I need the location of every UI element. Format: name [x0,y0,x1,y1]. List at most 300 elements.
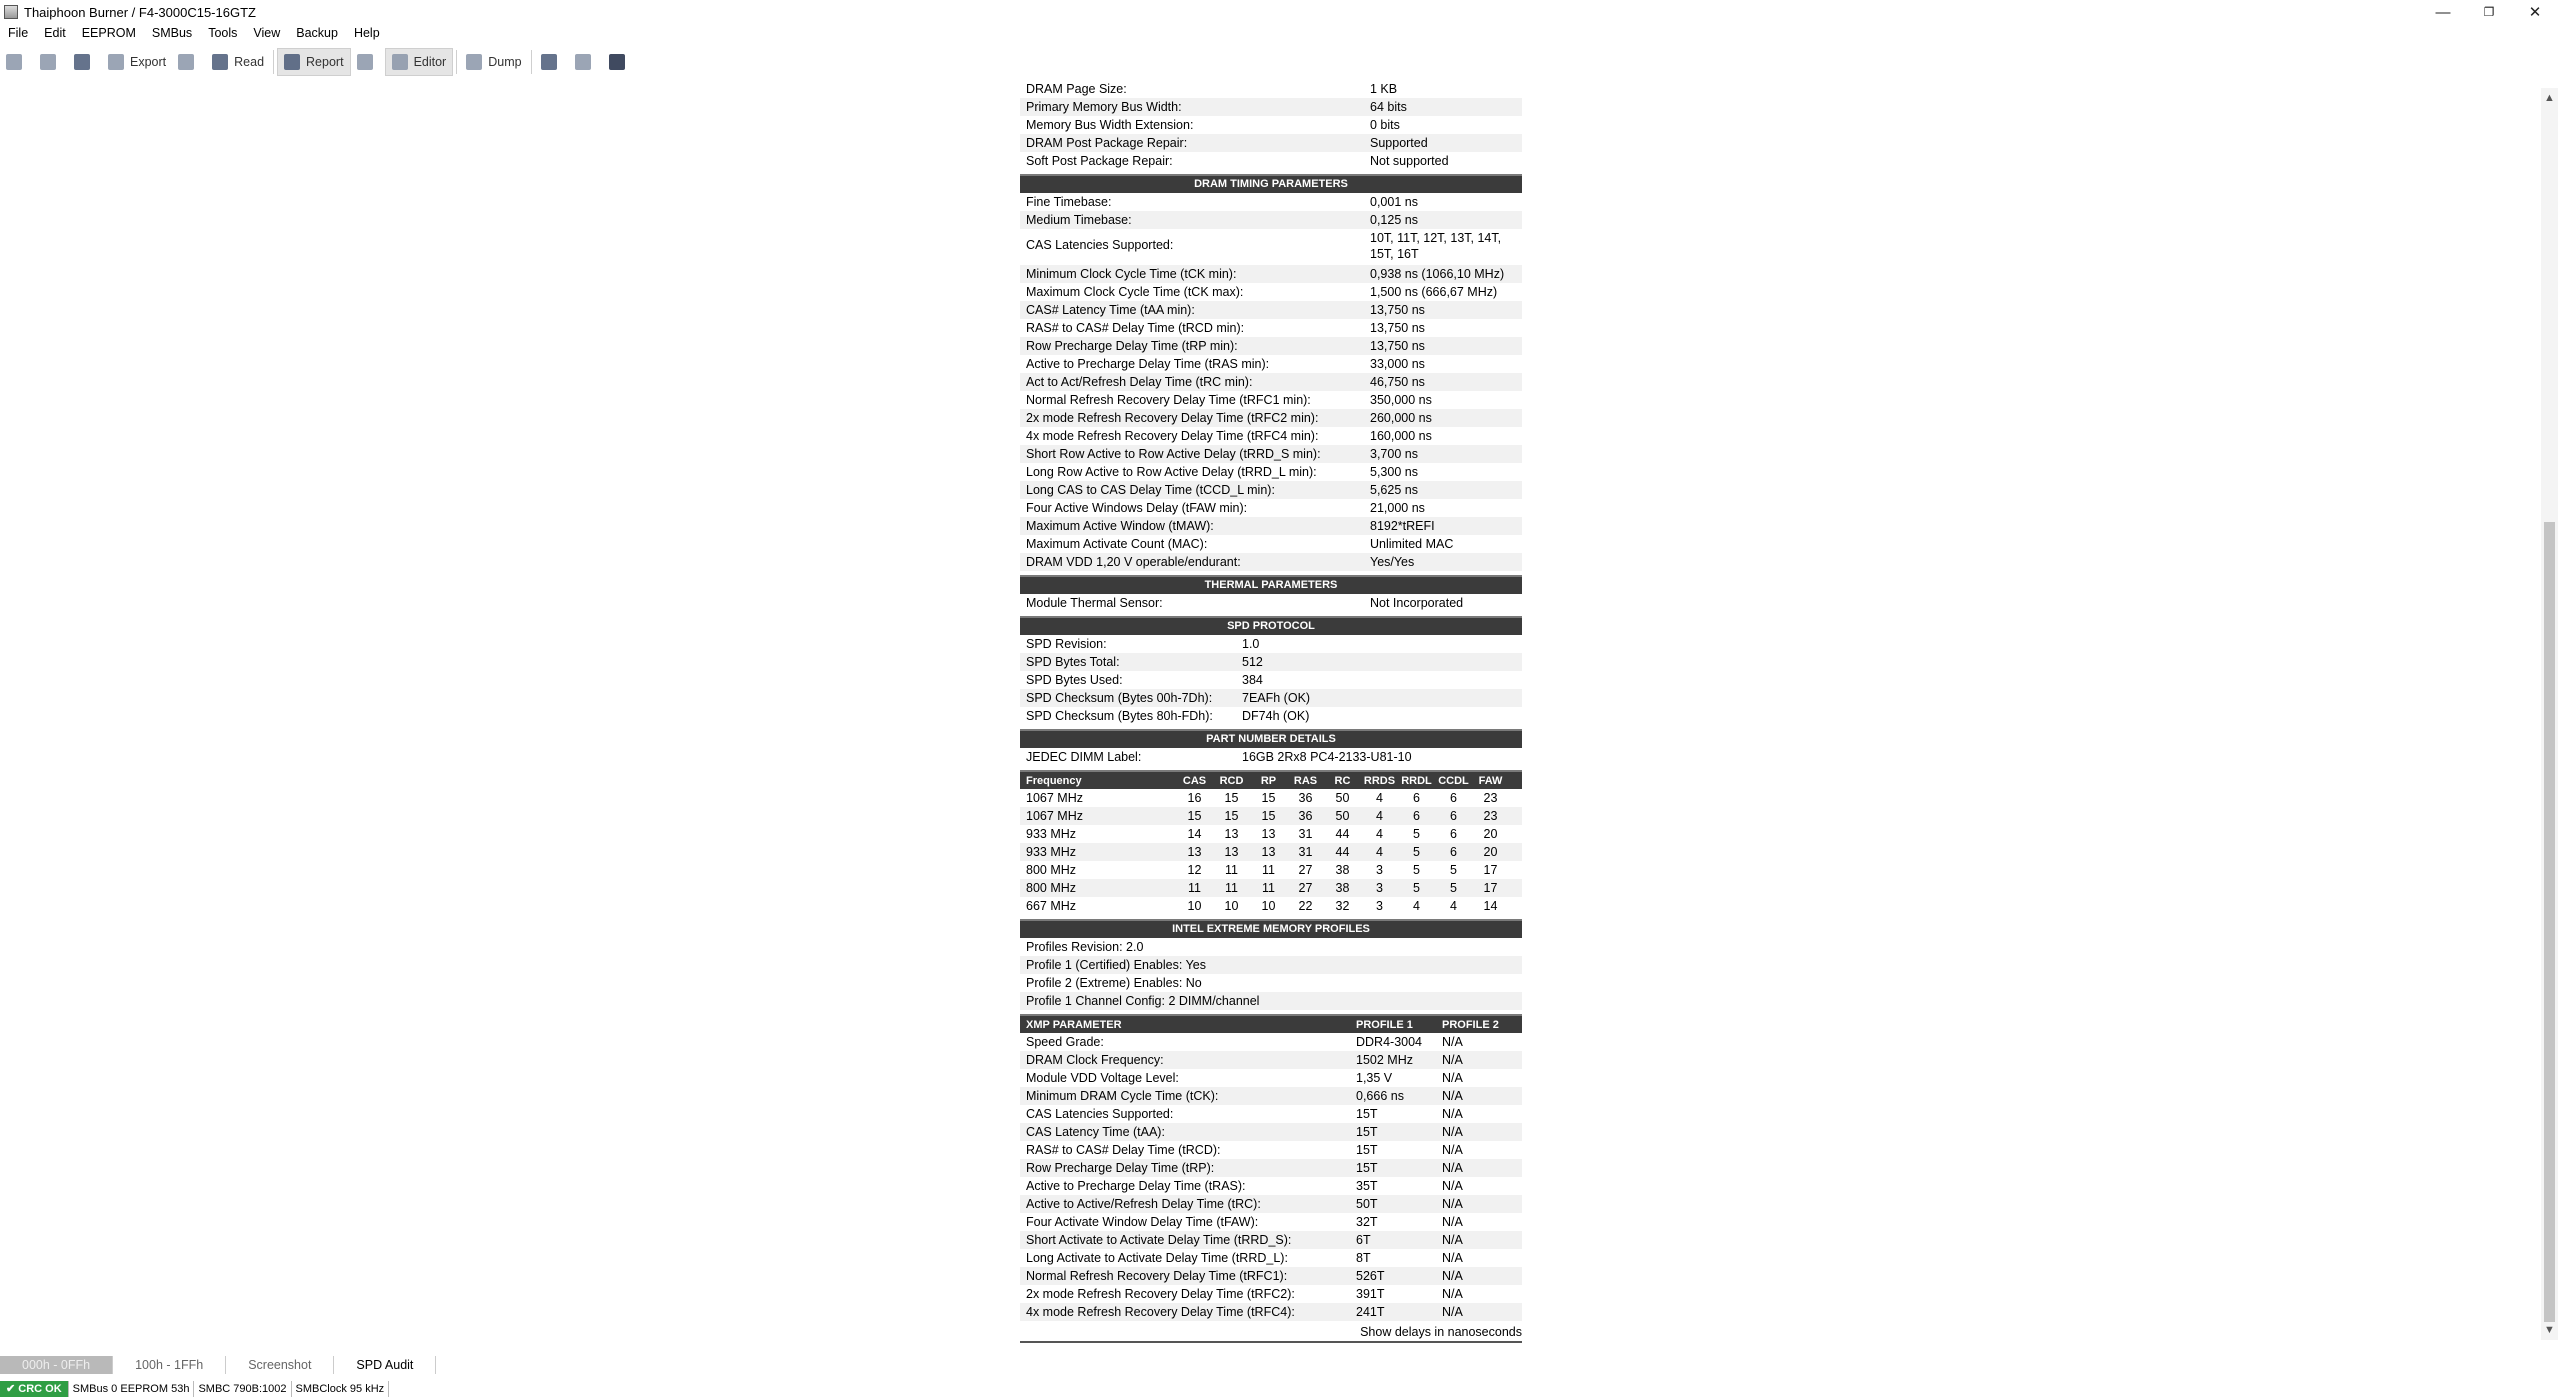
table-cell: 35T [1356,1179,1378,1193]
table-cell: 32 [1335,899,1350,913]
table-cell: 6 [1450,809,1457,823]
table-cell: 27 [1298,863,1313,877]
parameter-label: 4x mode Refresh Recovery Delay Time (tRFC4 min): [1026,429,1319,443]
export-icon [108,54,124,70]
table-cell: Active to Active/Refresh Delay Time (tRC): [1026,1197,1261,1211]
table-cell: 38 [1335,863,1350,877]
chip-button[interactable] [603,49,637,75]
xmp-profile-info [1020,938,1522,1010]
xmp-info-line: Profile 2 (Extreme) Enables: No [1026,976,1202,990]
parameter-row [1020,499,1522,517]
parameter-row [1020,355,1522,373]
frequency-table [1020,789,1522,915]
read-icon [212,54,228,70]
maximize-button[interactable]: ❐ [2483,5,2495,19]
column-header: CAS [1182,774,1207,787]
table-cell: N/A [1442,1125,1463,1139]
parameter-value: 384 [1242,673,1263,687]
table-cell: N/A [1442,1053,1463,1067]
parameter-value: 0,001 ns [1370,195,1418,209]
parameter-value: Yes/Yes [1370,555,1415,569]
parameter-value: 64 bits [1370,100,1407,114]
table-cell: 6T [1356,1233,1371,1247]
parameter-row [1020,193,1522,211]
table-cell: 15T [1356,1161,1378,1175]
parameter-label: Active to Precharge Delay Time (tRAS min): [1026,357,1270,371]
xmp-section-header: INTEL EXTREME MEMORY PROFILES [1020,919,1522,938]
table-cell: N/A [1442,1233,1463,1247]
parameter-row [1020,80,1522,98]
parameter-label: Memory Bus Width Extension: [1026,118,1194,132]
table-cell: CAS Latency Time (tAA): [1026,1125,1165,1139]
parameter-row [1020,671,1522,689]
parameter-label: DRAM Post Package Repair: [1026,136,1188,150]
menu-eeprom[interactable]: EEPROM [81,26,136,40]
table-cell: Row Precharge Delay Time (tRP): [1026,1161,1215,1175]
open-button[interactable] [34,49,68,75]
table-cell: Long Activate to Activate Delay Time (tRRD_L): [1026,1251,1288,1265]
table-cell: 933 MHz [1026,845,1077,859]
column-header: PROFILE 2 [1442,1018,1499,1031]
table-cell: 4 [1450,899,1457,913]
table-cell: 44 [1335,827,1350,841]
table-cell: N/A [1442,1251,1463,1265]
table-row [1020,1051,1522,1069]
table-cell: 4 [1376,809,1383,823]
parameter-label: SPD Bytes Total: [1026,655,1120,669]
parameter-value: 0,125 ns [1370,213,1418,227]
table-cell: 14 [1483,899,1498,913]
lock-button[interactable] [172,49,206,75]
table-cell: 13 [1224,827,1239,841]
table-cell: Minimum DRAM Cycle Time (tCK): [1026,1089,1219,1103]
parameter-value: 13,750 ns [1370,303,1425,317]
table-cell: 800 MHz [1026,863,1077,877]
table-cell: 6 [1450,791,1457,805]
parameter-value: 13,750 ns [1370,321,1425,335]
table-cell: N/A [1442,1089,1463,1103]
parameter-label: DRAM VDD 1,20 V operable/endurant: [1026,555,1241,569]
table-cell: 44 [1335,845,1350,859]
xmp-table [1020,1033,1522,1321]
thermal-parameters [1020,594,1522,612]
table-cell: N/A [1442,1143,1463,1157]
parameter-row [1020,535,1522,553]
parameter-row [1020,134,1522,152]
table-row [1020,1213,1522,1231]
table-row [1020,1141,1522,1159]
toolbar-separator [273,50,274,74]
table-cell: 3 [1376,899,1383,913]
table-cell: 11 [1262,881,1275,895]
table-cell: Short Activate to Activate Delay Time (tRRD_S): [1026,1233,1292,1247]
table-cell: 23 [1483,809,1498,823]
spd-protocol [1020,635,1522,725]
table-cell: N/A [1442,1287,1463,1301]
parameter-row [1020,98,1522,116]
parameter-value: 3,700 ns [1370,447,1418,461]
parameter-label: CAS Latencies Supported: [1026,238,1174,252]
part-section-header: PART NUMBER DETAILS [1020,729,1522,748]
parameter-label: Minimum Clock Cycle Time (tCK min): [1026,267,1237,281]
table-cell: N/A [1442,1179,1463,1193]
table-cell: RAS# to CAS# Delay Time (tRCD): [1026,1143,1221,1157]
parameter-label: Short Row Active to Row Active Delay (tRRD_S min): [1026,447,1321,461]
table-cell: N/A [1442,1107,1463,1121]
parameter-label: RAS# to CAS# Delay Time (tRCD min): [1026,321,1245,335]
table-row [1020,843,1522,861]
view-tabs [0,1356,436,1374]
table-cell: 15T [1356,1125,1378,1139]
table-cell: 5 [1413,827,1420,841]
table-cell: 15T [1356,1143,1378,1157]
menu-backup[interactable]: Backup [296,26,338,40]
column-header: RP [1260,774,1277,787]
report-icon [284,54,300,70]
parameter-row [1020,409,1522,427]
spd-report [1020,80,1522,1343]
table-row [1020,879,1522,897]
parameter-label: Primary Memory Bus Width: [1026,100,1182,114]
parameter-value: 16GB 2Rx8 PC4-2133-U81-10 [1242,750,1412,764]
wrench-button[interactable] [351,49,385,75]
table-cell: 241T [1356,1305,1385,1319]
table-cell: 38 [1335,881,1350,895]
table-cell: 13 [1261,845,1276,859]
parameter-value: Not supported [1370,154,1449,168]
save-button[interactable] [68,49,102,75]
parameter-value: 13,750 ns [1370,339,1425,353]
link-button[interactable] [0,49,34,75]
table-row [1020,1195,1522,1213]
parameter-value: 260,000 ns [1370,411,1432,425]
table-row [1020,807,1522,825]
part-number-details [1020,748,1522,766]
table-cell: 10 [1224,899,1239,913]
status-bar [0,1380,389,1398]
parameter-row [1020,445,1522,463]
tab-spd-audit[interactable]: SPD Audit [334,1356,436,1374]
save-icon [74,54,90,70]
table-cell: 5 [1413,863,1420,877]
chip-icon [609,54,625,70]
column-header: Frequency [1026,774,1082,787]
table-row [1020,1231,1522,1249]
parameter-value: Not Incorporated [1370,596,1464,610]
menu-edit[interactable]: Edit [44,26,66,40]
parameter-row [1020,301,1522,319]
table-cell: 31 [1298,845,1313,859]
table-cell: 933 MHz [1026,827,1077,841]
table-cell: 3 [1376,863,1383,877]
table-cell: 15 [1261,791,1276,805]
scroll-down-icon[interactable]: ▼ [2544,1324,2555,1336]
folder-icon [40,54,56,70]
minimize-button[interactable]: — [2435,3,2451,21]
table-cell: 50 [1335,809,1350,823]
parameter-value: 512 [1242,655,1263,669]
parameter-label: Act to Act/Refresh Delay Time (tRC min): [1026,375,1253,389]
parameter-row [1020,373,1522,391]
parameter-row [1020,517,1522,535]
table-cell: 2x mode Refresh Recovery Delay Time (tRFC2): [1026,1287,1295,1301]
camera-icon [541,54,557,70]
read-button[interactable] [206,49,270,75]
table-cell: 15T [1356,1107,1378,1121]
window-title: Thaiphoon Burner / F4-3000C15-16GTZ [24,4,256,20]
table-cell: N/A [1442,1035,1463,1049]
parameter-label: JEDEC DIMM Label: [1026,750,1142,764]
parameter-label: Maximum Clock Cycle Time (tCK max): [1026,285,1244,299]
export-label: Export [130,55,167,69]
show-delays-link[interactable]: Show delays in nanoseconds [1020,1323,1522,1343]
xmp-info-line: Profile 1 (Certified) Enables: Yes [1020,956,1522,974]
table-cell: 4x mode Refresh Recovery Delay Time (tRFC4): [1026,1305,1295,1319]
parameter-value: 1 KB [1370,82,1398,96]
table-cell: N/A [1442,1071,1463,1085]
table-cell: 800 MHz [1026,881,1077,895]
parameter-value: 0,938 ns (1066,10 MHz) [1370,267,1505,281]
menu-bar [0,24,388,42]
column-header: RC [1334,774,1351,787]
column-header: RCD [1219,774,1244,787]
parameter-row [1020,748,1522,766]
parameter-value: 7EAFh (OK) [1242,691,1311,705]
table-cell: Module VDD Voltage Level: [1026,1071,1179,1085]
menu-tools[interactable]: Tools [208,26,238,40]
parameter-row [1020,707,1522,725]
table-cell: 8T [1356,1251,1371,1265]
table-cell: 20 [1483,827,1498,841]
parameter-label: SPD Checksum (Bytes 00h-7Dh): [1026,691,1213,705]
parameter-value: 10T, 11T, 12T, 13T, 14T, 15T, 16T [1370,231,1502,261]
parameter-label: 2x mode Refresh Recovery Delay Time (tRFC2 min): [1026,411,1319,425]
tab-000h-0ffh[interactable]: 000h - 0FFh [0,1356,113,1374]
table-cell: 5 [1450,863,1457,877]
table-cell: 13 [1224,845,1239,859]
xmp-info-line: Profiles Revision: 2.0 [1026,940,1144,954]
report-button[interactable] [277,48,351,76]
table-cell: N/A [1442,1161,1463,1175]
table-cell: 1,35 V [1356,1071,1393,1085]
table-cell: 6 [1413,809,1420,823]
table-cell: N/A [1442,1305,1463,1319]
table-cell: 1067 MHz [1026,791,1083,805]
table-row [1020,1087,1522,1105]
parameter-value: 21,000 ns [1370,501,1425,515]
table-cell: 10 [1187,899,1202,913]
table-cell: 0,666 ns [1356,1089,1404,1103]
table-cell: Normal Refresh Recovery Delay Time (tRFC1): [1026,1269,1288,1283]
table-cell: CAS Latencies Supported: [1026,1107,1174,1121]
export-button[interactable] [102,49,172,75]
close-button[interactable]: ✕ [2528,4,2542,21]
column-header: XMP PARAMETER [1026,1018,1122,1031]
parameter-label: Soft Post Package Repair: [1026,154,1173,168]
parameter-label: Normal Refresh Recovery Delay Time (tRFC1 min): [1026,393,1311,407]
table-cell: 4 [1376,845,1383,859]
table-cell: 15 [1261,809,1276,823]
parameter-row [1020,283,1522,301]
module-parameters [1020,80,1522,170]
xmp-table-header [1020,1014,1522,1033]
parameter-row [1020,265,1522,283]
tab-screenshot[interactable]: Screenshot [226,1356,334,1374]
table-cell: 667 MHz [1026,899,1077,913]
smbc-status: SMBC 790B:1002 [194,1381,291,1397]
table-row [1020,1285,1522,1303]
table-cell: 20 [1483,845,1498,859]
table-cell: 32T [1356,1215,1378,1229]
dump-button[interactable] [460,49,527,75]
wrench-icon [357,54,373,70]
parameter-label: Maximum Activate Count (MAC): [1026,537,1208,551]
column-header: CCDL [1438,774,1469,787]
scroll-up-icon[interactable]: ▲ [2544,92,2555,104]
editor-button[interactable] [385,48,454,76]
table-cell: 11 [1188,881,1201,895]
vertical-scrollbar[interactable] [2541,88,2558,1340]
parameter-label: Row Precharge Delay Time (tRP min): [1026,339,1238,353]
parameter-label: SPD Checksum (Bytes 80h-FDh): [1026,709,1213,723]
table-cell: 12 [1187,863,1202,877]
spd-section-header: SPD PROTOCOL [1020,616,1522,635]
parameter-label: Module Thermal Sensor: [1026,596,1163,610]
tab-100h-1ffh[interactable]: 100h - 1FFh [113,1356,226,1374]
parameter-row [1020,653,1522,671]
editor-label: Editor [413,55,447,69]
table-cell: 17 [1483,881,1498,895]
column-header: RRDL [1401,774,1432,787]
parameter-value: Unlimited MAC [1370,537,1454,551]
editor-icon [392,54,408,70]
table-cell: 6 [1450,845,1457,859]
parameter-value: DF74h (OK) [1242,709,1310,723]
lock-icon [178,54,194,70]
table-cell: 16 [1187,791,1202,805]
title-bar [0,0,2560,24]
parameter-row [1020,229,1522,265]
table-row [1020,1267,1522,1285]
table-cell: 27 [1298,881,1313,895]
table-cell: N/A [1442,1215,1463,1229]
toolbar-separator [531,50,532,74]
table-cell: 15 [1187,809,1202,823]
menu-smbus[interactable]: SMBus [151,26,193,40]
parameter-row [1020,337,1522,355]
camera-button[interactable] [535,49,569,75]
parameter-row [1020,635,1522,653]
parameter-label: DRAM Page Size: [1026,82,1127,96]
parameter-label: CAS# Latency Time (tAA min): [1026,303,1195,317]
parameter-value: 46,750 ns [1370,375,1425,389]
table-row [1020,1249,1522,1267]
parameter-row [1020,152,1522,170]
parameter-label: Four Active Windows Delay (tFAW min): [1026,501,1248,515]
table-cell: 14 [1187,827,1202,841]
dump-label: Dump [488,55,522,69]
parameter-value: 350,000 ns [1370,393,1432,407]
table-cell: Four Activate Window Delay Time (tFAW): [1026,1215,1259,1229]
menu-help[interactable]: Help [353,26,380,40]
table-row [1020,825,1522,843]
table-cell: 6 [1450,827,1457,841]
table-cell: 15 [1224,791,1239,805]
parameter-row [1020,211,1522,229]
parameter-value: 1,500 ns (666,67 MHz) [1370,285,1498,299]
parameter-label: Medium Timebase: [1026,213,1132,227]
parameter-label: Long Row Active to Row Active Delay (tRRD_L min): [1026,465,1317,479]
table-row [1020,1105,1522,1123]
table-cell: DDR4-3004 [1356,1035,1423,1049]
parameter-value: 5,625 ns [1370,483,1418,497]
parameter-row [1020,481,1522,499]
parameter-value: 160,000 ns [1370,429,1432,443]
table-cell: 4 [1376,791,1383,805]
table-row [1020,789,1522,807]
table-cell: 50 [1335,791,1350,805]
table-cell: 36 [1298,809,1313,823]
table-cell: 11 [1225,863,1238,877]
table-cell: N/A [1442,1269,1463,1283]
table-cell: 50T [1356,1197,1378,1211]
timing-parameters [1020,193,1522,571]
table-cell: 36 [1298,791,1313,805]
parameter-row [1020,553,1522,571]
parameter-row [1020,319,1522,337]
table-cell: 5 [1450,881,1457,895]
parameter-label: SPD Bytes Used: [1026,673,1123,687]
table-cell: 3 [1376,881,1383,895]
parameter-row [1020,689,1522,707]
toolbar [0,46,2560,78]
table-cell: 391T [1356,1287,1385,1301]
crc-status-badge: ✔ CRC OK [0,1381,69,1397]
table-cell: 13 [1261,827,1276,841]
table-cell: 11 [1225,881,1238,895]
dump-icon [466,54,482,70]
table-cell: 23 [1483,791,1498,805]
table-cell: 22 [1298,899,1313,913]
menu-file[interactable]: File [8,26,29,40]
column-header: PROFILE 1 [1356,1018,1413,1031]
table-cell: 5 [1413,845,1420,859]
table-row [1020,1033,1522,1051]
parameter-row [1020,463,1522,481]
table-cell: 1502 MHz [1356,1053,1413,1067]
frequency-table-header [1020,770,1522,789]
table-cell: N/A [1442,1197,1463,1211]
table-row [1020,1303,1522,1321]
smbus-eeprom-status: SMBus 0 EEPROM 53h [69,1381,195,1397]
parameter-value: 5,300 ns [1370,465,1418,479]
table-row [1020,1159,1522,1177]
parameter-row [1020,391,1522,409]
copy-button[interactable] [569,49,603,75]
scrollbar-thumb[interactable] [2544,522,2555,1322]
parameter-value: 0 bits [1370,118,1400,132]
read-label: Read [234,55,265,69]
table-cell: 31 [1298,827,1313,841]
parameter-label: Maximum Active Window (tMAW): [1026,519,1214,533]
column-header: RRDS [1363,774,1396,787]
parameter-label: Fine Timebase: [1026,195,1112,209]
menu-view[interactable]: View [253,26,281,40]
column-header: FAW [1478,774,1503,787]
table-row [1020,1069,1522,1087]
thermal-section-header: THERMAL PARAMETERS [1020,575,1522,594]
table-cell: 15 [1224,809,1239,823]
